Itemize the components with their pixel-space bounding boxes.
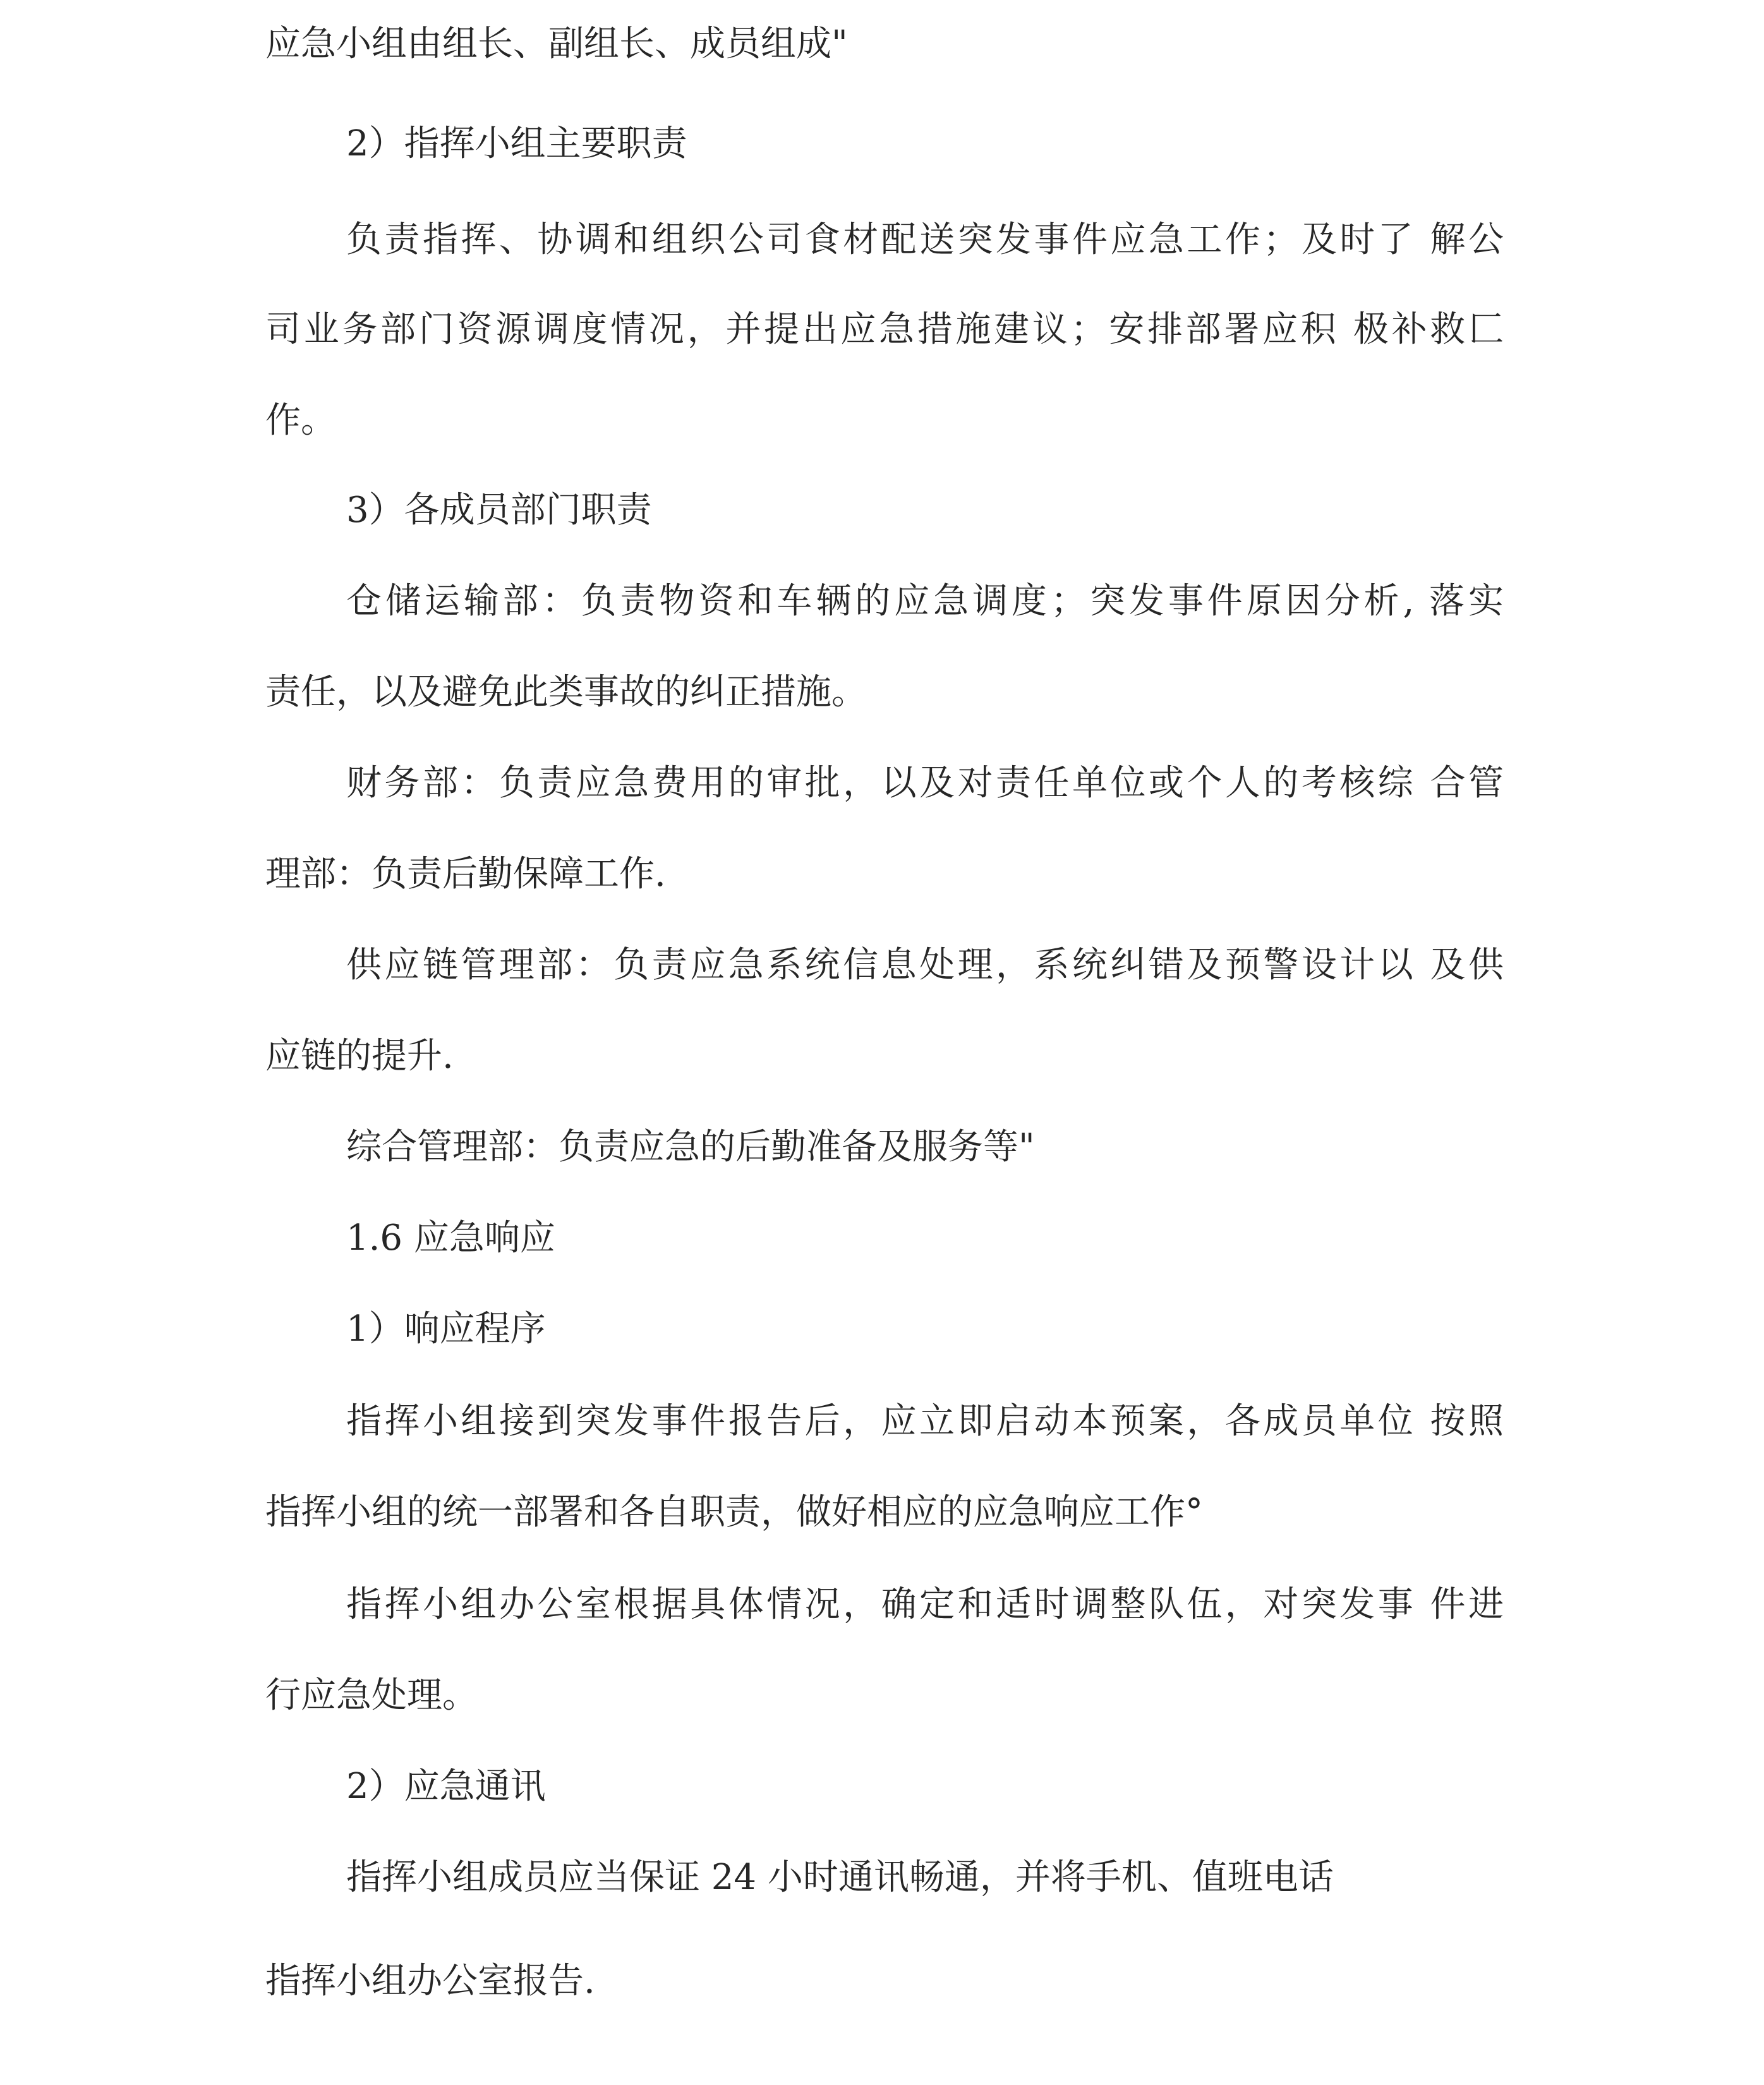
paragraph-line-9: 财务部：负责应急费用的审批，以及对责任单位或个人的考核综 合管	[346, 763, 1504, 804]
paragraph-line-1: 应急小组由组长、副组长、成员组成"	[265, 23, 848, 64]
section-heading-emergency-communication: 2）应急通讯	[346, 1766, 546, 1807]
paragraph-line-3: 负责指挥、协调和组织公司食材配送突发事件应急工作；及时了 解公	[346, 219, 1504, 260]
section-heading-member-department-duties: 3）各成员部门职责	[346, 490, 652, 531]
paragraph-line-5: 作。	[265, 400, 336, 441]
section-heading-response-procedure: 1）响应程序	[346, 1308, 546, 1350]
paragraph-line-10: 理部：负责后勤保障工作.	[265, 854, 666, 895]
paragraph-line-13: 综合管理部：负责应急的后勤准备及服务等"	[346, 1127, 1035, 1168]
paragraph-line-21: 指挥小组成员应当保证 24 小时通讯畅通，并将手机、值班电话	[346, 1857, 1334, 1898]
section-heading-command-group-duties: 2）指挥小组主要职责	[346, 123, 687, 164]
paragraph-line-8: 责任，以及避免此类事故的纠正措施。	[265, 672, 867, 713]
paragraph-line-22: 指挥小组办公室报告.	[265, 1961, 595, 2002]
paragraph-line-7: 仓储运输部：负责物资和车辆的应急调度；突发事件原因分析, 落实	[346, 581, 1504, 622]
paragraph-line-12: 应链的提升.	[265, 1036, 454, 1077]
paragraph-line-11: 供应链管理部：负责应急系统信息处理，系统纠错及预警设计以 及供	[346, 945, 1504, 986]
paragraph-line-16: 指挥小组接到突发事件报告后，应立即启动本预案，各成员单位 按照	[346, 1401, 1504, 1442]
paragraph-line-17: 指挥小组的统一部署和各自职责，做好相应的应急响应工作°	[265, 1492, 1203, 1533]
paragraph-line-18: 指挥小组办公室根据具体情况，确定和适时调整队伍，对突发事 件进	[346, 1584, 1504, 1625]
section-heading-emergency-response: 1.6 应急响应	[346, 1218, 555, 1259]
paragraph-line-4: 司业务部门资源调度情况，并提出应急措施建议；安排部署应积 极补救匚	[265, 309, 1504, 350]
paragraph-line-19: 行应急处理。	[265, 1675, 478, 1716]
